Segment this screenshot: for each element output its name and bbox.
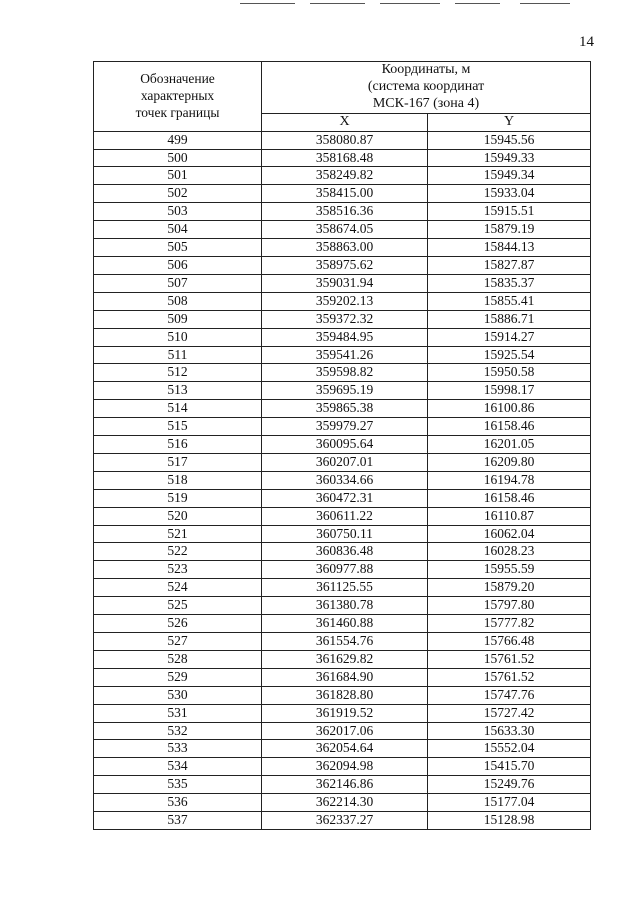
y-coordinate-cell: 15925.54 (428, 346, 591, 364)
table-header (94, 62, 591, 132)
table-row (94, 400, 591, 418)
y-coordinate-cell: 15797.80 (428, 597, 591, 615)
y-coordinate-cell: 16158.46 (428, 489, 591, 507)
table-row (94, 167, 591, 185)
x-column-header: X (262, 113, 428, 131)
point-designation-header (94, 62, 262, 132)
point-header-line: точек границы (135, 104, 220, 120)
y-coordinate-cell: 15415.70 (428, 758, 591, 776)
y-coordinate-cell: 16201.05 (428, 436, 591, 454)
y-coordinate-cell: 15727.42 (428, 704, 591, 722)
table-row (94, 579, 591, 597)
x-coordinate-cell: 359484.95 (262, 328, 428, 346)
x-coordinate-cell: 359541.26 (262, 346, 428, 364)
y-coordinate-cell: 15633.30 (428, 722, 591, 740)
x-coordinate-cell: 361919.52 (262, 704, 428, 722)
y-coordinate-cell: 15835.37 (428, 274, 591, 292)
x-coordinate-cell: 358516.36 (262, 203, 428, 221)
table-row (94, 256, 591, 274)
point-number-cell: 509 (94, 310, 262, 328)
x-coordinate-cell: 360611.22 (262, 507, 428, 525)
y-column-header: Y (428, 113, 591, 131)
point-number-cell: 508 (94, 292, 262, 310)
x-coordinate-cell: 360472.31 (262, 489, 428, 507)
x-coordinate-cell: 362146.86 (262, 776, 428, 794)
y-coordinate-cell: 15761.52 (428, 668, 591, 686)
coords-header-line: Координаты, м (381, 62, 471, 77)
point-number-cell: 523 (94, 561, 262, 579)
y-coordinate-cell: 16110.87 (428, 507, 591, 525)
table-row (94, 292, 591, 310)
x-coordinate-cell: 358415.00 (262, 185, 428, 203)
page-number: 14 (579, 34, 594, 50)
point-number-cell: 501 (94, 167, 262, 185)
table-row (94, 364, 591, 382)
x-coordinate-cell: 361629.82 (262, 650, 428, 668)
point-number-cell: 534 (94, 758, 262, 776)
table-row (94, 346, 591, 364)
x-coordinate-cell: 360207.01 (262, 453, 428, 471)
y-coordinate-cell: 16028.23 (428, 543, 591, 561)
y-coordinate-cell: 15950.58 (428, 364, 591, 382)
point-number-cell: 514 (94, 400, 262, 418)
point-number-cell: 521 (94, 525, 262, 543)
point-number-cell: 506 (94, 256, 262, 274)
point-number-cell: 513 (94, 382, 262, 400)
point-number-cell: 516 (94, 436, 262, 454)
y-coordinate-cell: 15844.13 (428, 239, 591, 257)
table-row (94, 149, 591, 167)
scan-top-lines (240, 3, 570, 5)
y-coordinate-cell: 15945.56 (428, 131, 591, 149)
point-number-cell: 517 (94, 453, 262, 471)
y-coordinate-cell: 16062.04 (428, 525, 591, 543)
x-coordinate-cell: 358674.05 (262, 221, 428, 239)
point-number-cell: 510 (94, 328, 262, 346)
point-number-cell: 500 (94, 149, 262, 167)
y-coordinate-cell: 15552.04 (428, 740, 591, 758)
table-row (94, 436, 591, 454)
table-row (94, 776, 591, 794)
coords-header-line: МСК-167 (зона 4) (372, 95, 480, 111)
y-coordinate-cell: 16194.78 (428, 471, 591, 489)
y-coordinate-cell: 15761.52 (428, 650, 591, 668)
y-coordinate-cell: 15998.17 (428, 382, 591, 400)
point-number-cell: 536 (94, 794, 262, 812)
table-row (94, 382, 591, 400)
y-coordinate-cell: 16158.46 (428, 418, 591, 436)
x-coordinate-cell: 361380.78 (262, 597, 428, 615)
table-row (94, 239, 591, 257)
x-coordinate-cell: 360977.88 (262, 561, 428, 579)
x-coordinate-cell: 362094.98 (262, 758, 428, 776)
y-coordinate-cell: 15128.98 (428, 812, 591, 830)
x-coordinate-cell: 362214.30 (262, 794, 428, 812)
point-number-cell: 511 (94, 346, 262, 364)
y-coordinate-cell: 15827.87 (428, 256, 591, 274)
point-number-cell: 502 (94, 185, 262, 203)
x-coordinate-cell: 359598.82 (262, 364, 428, 382)
table-row (94, 489, 591, 507)
table-row (94, 722, 591, 740)
table-body (94, 131, 591, 829)
point-number-cell: 526 (94, 615, 262, 633)
table-row (94, 561, 591, 579)
table-row (94, 203, 591, 221)
x-coordinate-cell: 359031.94 (262, 274, 428, 292)
point-number-cell: 499 (94, 131, 262, 149)
x-coordinate-cell: 361828.80 (262, 686, 428, 704)
point-number-cell: 529 (94, 668, 262, 686)
table-row (94, 418, 591, 436)
table-row (94, 597, 591, 615)
table-row (94, 812, 591, 830)
table-row (94, 615, 591, 633)
x-coordinate-cell: 362054.64 (262, 740, 428, 758)
x-coordinate-cell: 360836.48 (262, 543, 428, 561)
y-coordinate-cell: 15177.04 (428, 794, 591, 812)
point-number-cell: 535 (94, 776, 262, 794)
y-coordinate-cell: 16100.86 (428, 400, 591, 418)
point-number-cell: 522 (94, 543, 262, 561)
table-row (94, 686, 591, 704)
table-row (94, 507, 591, 525)
table-row (94, 453, 591, 471)
y-coordinate-cell: 15766.48 (428, 633, 591, 651)
point-number-cell: 503 (94, 203, 262, 221)
table-row (94, 274, 591, 292)
table-row (94, 310, 591, 328)
table-row (94, 328, 591, 346)
point-number-cell: 518 (94, 471, 262, 489)
x-coordinate-cell: 362337.27 (262, 812, 428, 830)
point-number-cell: 533 (94, 740, 262, 758)
table-row (94, 525, 591, 543)
point-number-cell: 531 (94, 704, 262, 722)
point-number-cell: 515 (94, 418, 262, 436)
table-row (94, 794, 591, 812)
x-coordinate-cell: 359979.27 (262, 418, 428, 436)
x-coordinate-cell: 360334.66 (262, 471, 428, 489)
x-coordinate-cell: 359372.32 (262, 310, 428, 328)
y-coordinate-cell: 15949.34 (428, 167, 591, 185)
point-number-cell: 532 (94, 722, 262, 740)
y-coordinate-cell: 15949.33 (428, 149, 591, 167)
coords-header-line: (система координат (367, 78, 485, 94)
point-number-cell: 528 (94, 650, 262, 668)
table-row (94, 471, 591, 489)
x-coordinate-cell: 359202.13 (262, 292, 428, 310)
x-coordinate-cell: 361554.76 (262, 633, 428, 651)
table-row (94, 131, 591, 149)
y-coordinate-cell: 15249.76 (428, 776, 591, 794)
x-coordinate-cell: 359865.38 (262, 400, 428, 418)
point-number-cell: 537 (94, 812, 262, 830)
coordinates-header (262, 62, 591, 114)
y-coordinate-cell: 16209.80 (428, 453, 591, 471)
point-number-cell: 525 (94, 597, 262, 615)
table-row (94, 543, 591, 561)
y-coordinate-cell: 15933.04 (428, 185, 591, 203)
table-row (94, 221, 591, 239)
x-coordinate-cell: 358080.87 (262, 131, 428, 149)
x-coordinate-cell: 361460.88 (262, 615, 428, 633)
x-coordinate-cell: 358249.82 (262, 167, 428, 185)
point-number-cell: 505 (94, 239, 262, 257)
y-coordinate-cell: 15915.51 (428, 203, 591, 221)
y-coordinate-cell: 15747.76 (428, 686, 591, 704)
table-row (94, 185, 591, 203)
x-coordinate-cell: 358975.62 (262, 256, 428, 274)
point-number-cell: 527 (94, 633, 262, 651)
point-number-cell: 512 (94, 364, 262, 382)
point-header-line: характерных (140, 87, 215, 103)
y-coordinate-cell: 15855.41 (428, 292, 591, 310)
point-number-cell: 504 (94, 221, 262, 239)
y-coordinate-cell: 15879.19 (428, 221, 591, 239)
x-coordinate-cell: 361125.55 (262, 579, 428, 597)
x-coordinate-cell: 362017.06 (262, 722, 428, 740)
x-coordinate-cell: 359695.19 (262, 382, 428, 400)
point-number-cell: 524 (94, 579, 262, 597)
x-coordinate-cell: 358168.48 (262, 149, 428, 167)
point-number-cell: 519 (94, 489, 262, 507)
y-coordinate-cell: 15914.27 (428, 328, 591, 346)
table-row (94, 668, 591, 686)
y-coordinate-cell: 15955.59 (428, 561, 591, 579)
point-header-line: Обозначение (140, 70, 215, 86)
table-row (94, 740, 591, 758)
point-number-cell: 507 (94, 274, 262, 292)
point-number-cell: 520 (94, 507, 262, 525)
coordinates-table (93, 61, 591, 830)
x-coordinate-cell: 360095.64 (262, 436, 428, 454)
point-number-cell: 530 (94, 686, 262, 704)
table-row (94, 633, 591, 651)
table-row (94, 758, 591, 776)
table-row (94, 704, 591, 722)
y-coordinate-cell: 15886.71 (428, 310, 591, 328)
table-row (94, 650, 591, 668)
x-coordinate-cell: 361684.90 (262, 668, 428, 686)
y-coordinate-cell: 15879.20 (428, 579, 591, 597)
x-coordinate-cell: 358863.00 (262, 239, 428, 257)
y-coordinate-cell: 15777.82 (428, 615, 591, 633)
x-coordinate-cell: 360750.11 (262, 525, 428, 543)
